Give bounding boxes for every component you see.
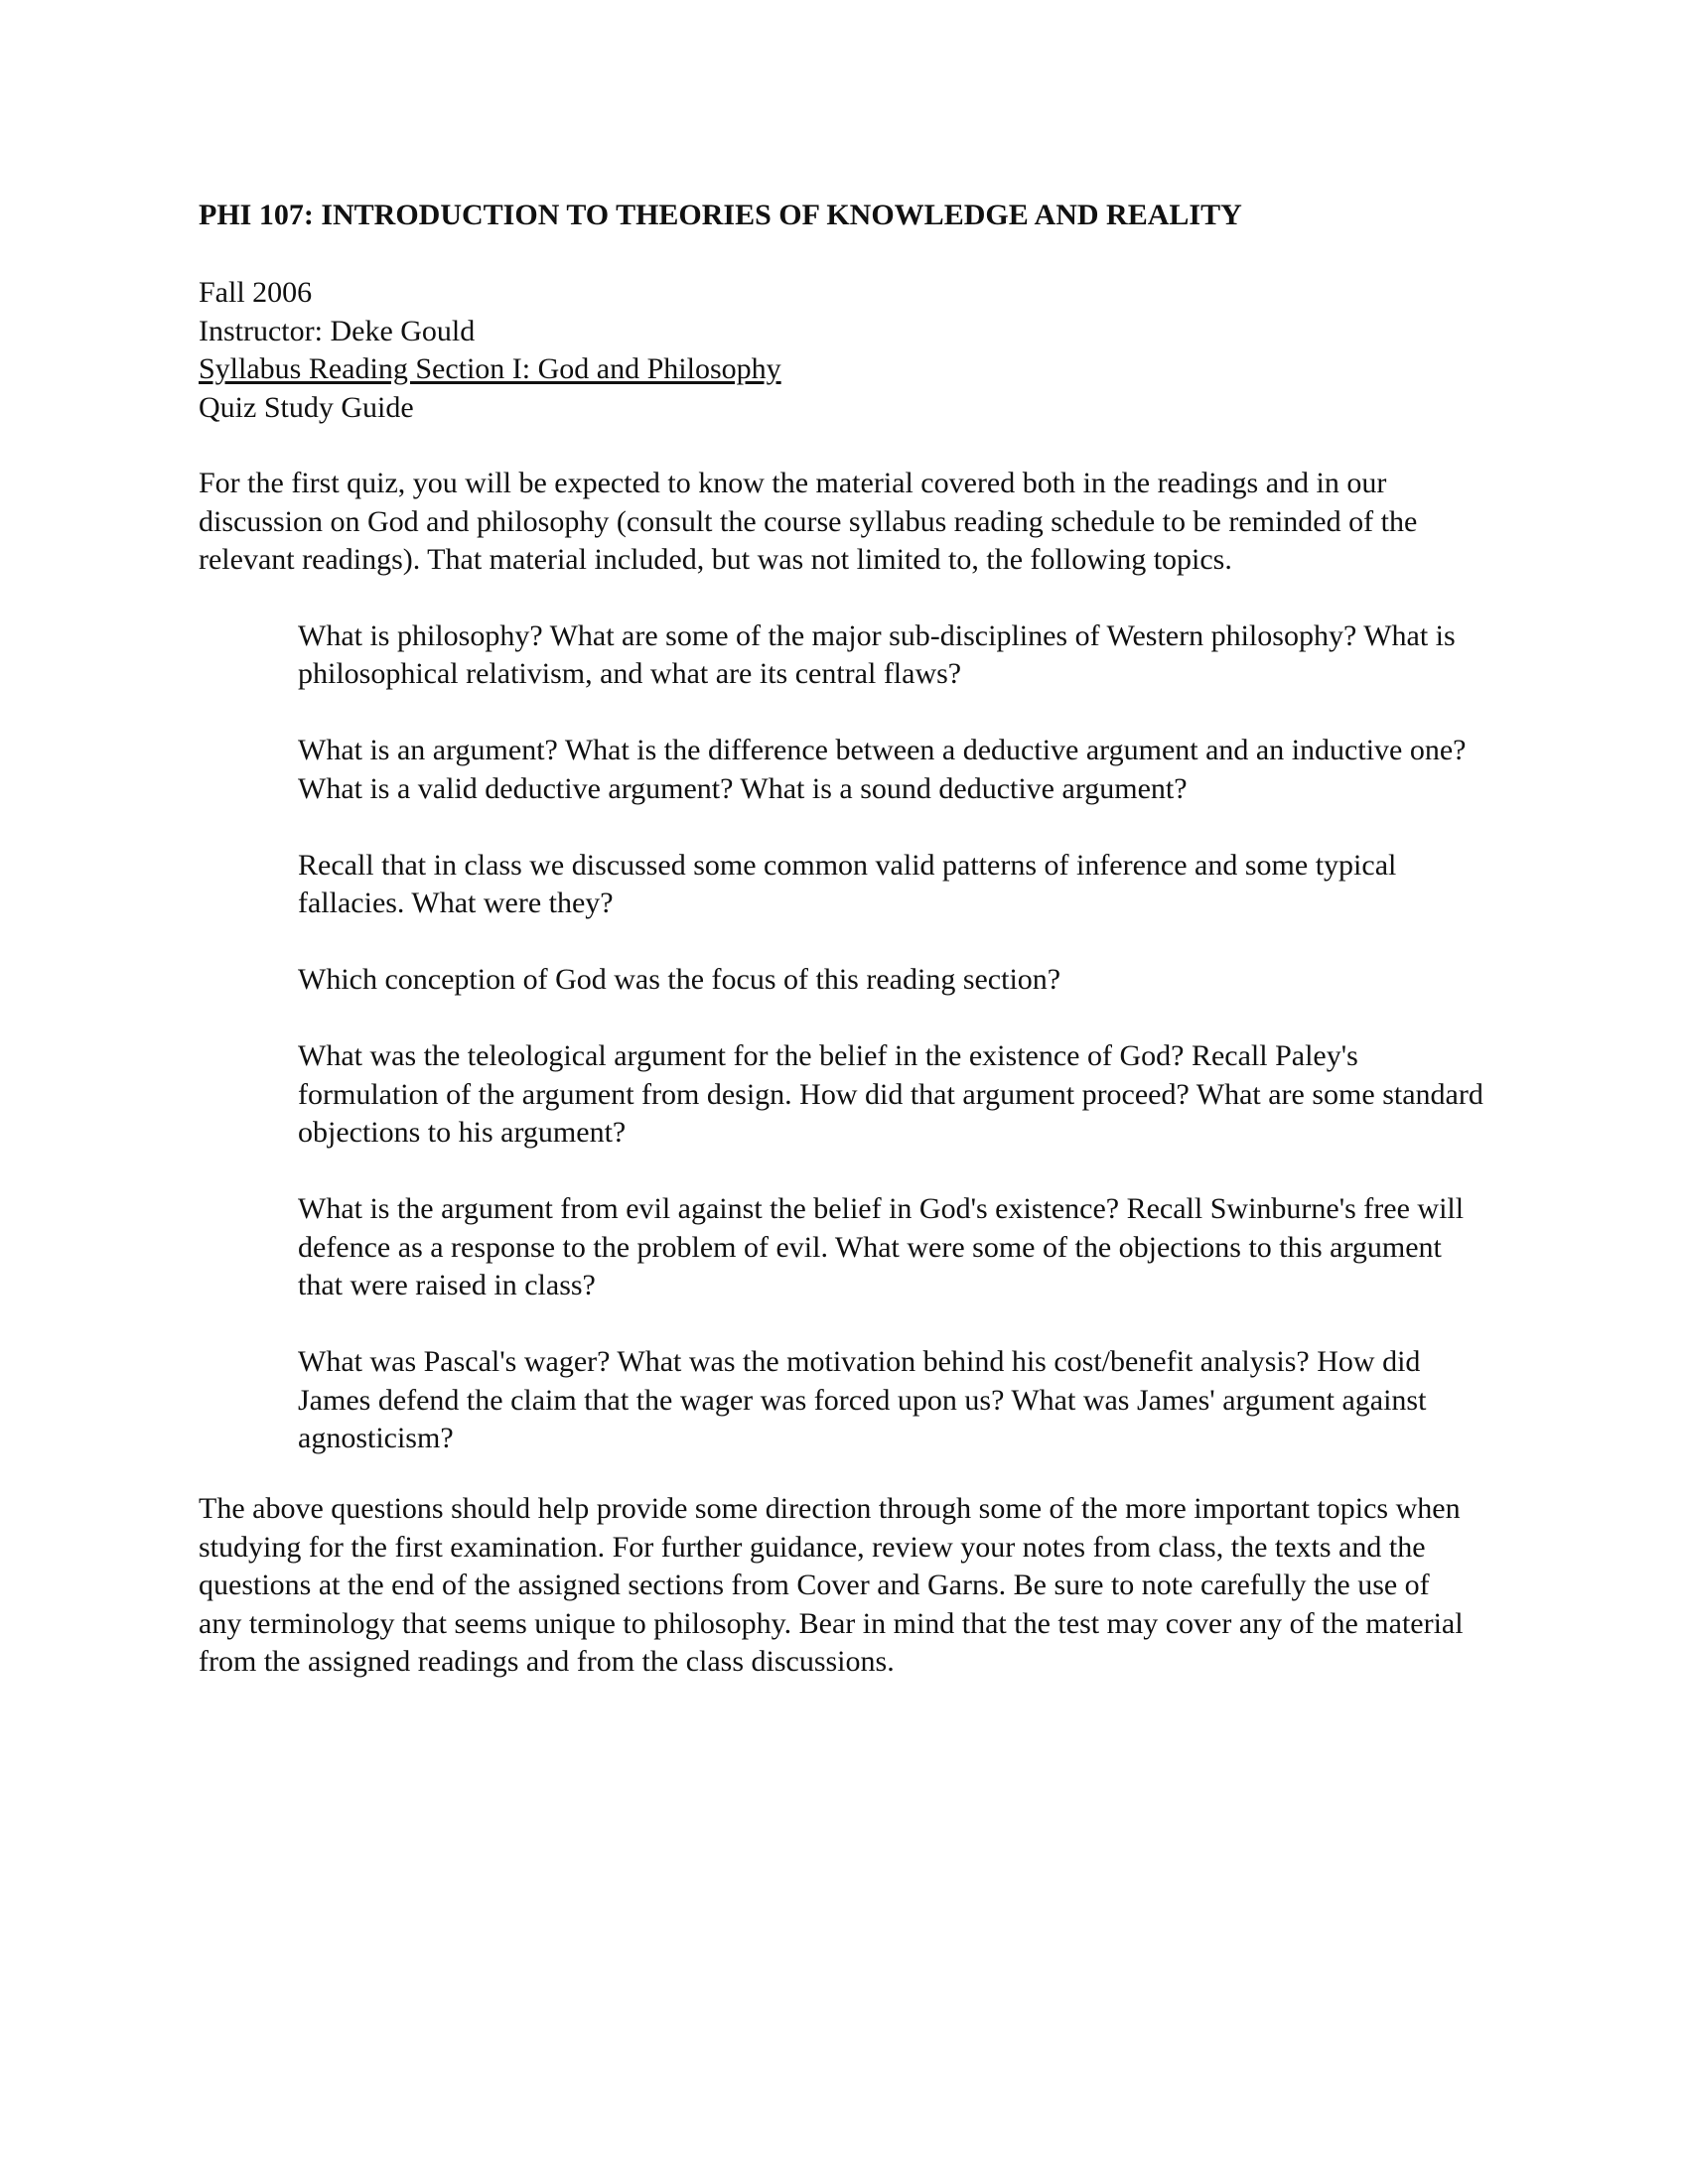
guide-label: Quiz Study Guide	[199, 390, 414, 424]
section-heading: Syllabus Reading Section I: God and Philosophy	[199, 352, 781, 385]
question-item: What was Pascal's wager? What was the motivation behind his cost/benefit analysis? How did James defend the claim that the wager was forced upon us? What was James' argument against agnosticism?	[298, 1345, 1427, 1454]
question-item: What was the teleological argument for the belief in the existence of God? Recall Paley's formulation of the argument from design. How did that argument proceed? What are some standard objections to his argument?	[298, 1039, 1483, 1149]
term-line: Fall 2006	[199, 276, 313, 309]
question-item: What is an argument? What is the difference between a deductive argument and an inductive one? What is a valid deductive argument? What is a sound deductive argument?	[298, 734, 1467, 805]
document-page	[199, 197, 1489, 1711]
closing-paragraph: The above questions should help provide some direction through some of the more important topics when studying for the first examination. For further guidance, review your notes from class, the texts and the questions at the end of the assigned sections from Cover and Garns. Be sure to note carefully the use of any terminology that seems unique to philosophy. Bear in mind that the test may cover any of the material from the assigned readings and from the class discussions.	[199, 1492, 1464, 1678]
intro-paragraph: For the first quiz, you will be expected to know the material covered both in the readings and in our discussion on God and philosophy (consult the course syllabus reading schedule to be reminded of the relevant readings). That material included, but was not limited to, the following topics.	[199, 467, 1418, 576]
question-item: What is the argument from evil against the belief in God's existence? Recall Swinburne's free will defence as a response to the problem of evil. What were some of the objections to this argument that were raised in class?	[298, 1192, 1465, 1301]
instructor-line: Instructor: Deke Gould	[199, 314, 476, 347]
question-item: Which conception of God was the focus of this reading section?	[298, 963, 1061, 996]
question-item: Recall that in class we discussed some common valid patterns of inference and some typical fallacies. What were they?	[298, 848, 1397, 919]
course-title: PHI 107: INTRODUCTION TO THEORIES OF KNOWLEDGE AND REALITY	[199, 199, 1242, 231]
question-item: What is philosophy? What are some of the major sub-disciplines of Western philosophy? What is philosophical relativism, and what are its central flaws?	[298, 618, 1456, 690]
question-list	[298, 617, 1489, 1458]
course-meta	[199, 274, 1489, 427]
